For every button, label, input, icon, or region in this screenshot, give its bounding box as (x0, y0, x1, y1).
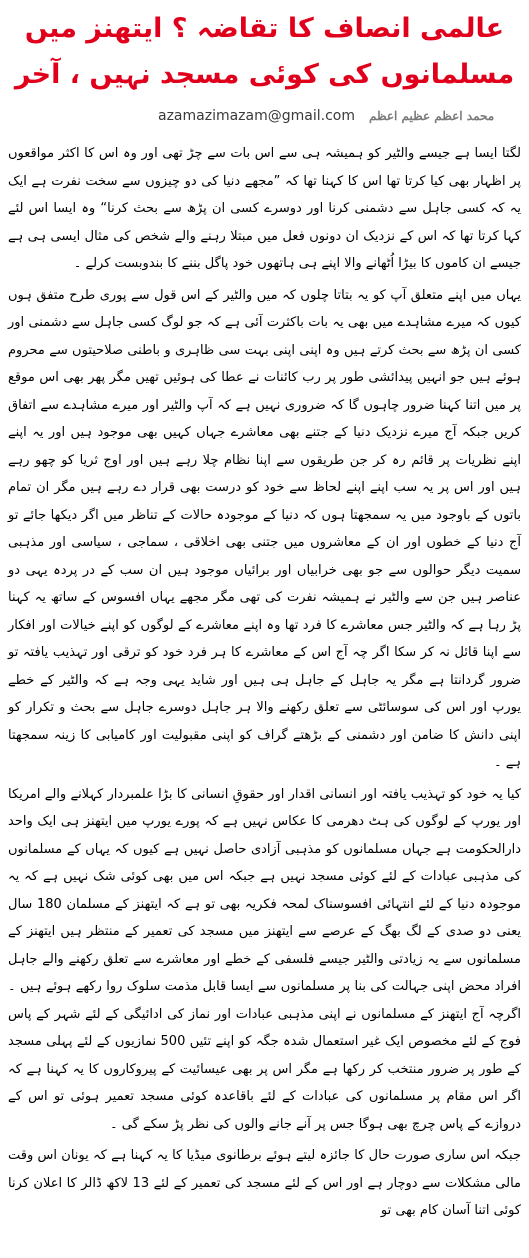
paragraph-1: لگتا ایسا ہے جیسے والٹیر کو ہمیشہ ہی سے اس بات سے چڑ تھی اور وہ اس کا اکثر مواقعوں پر اظہار بھی کیا کرتا تھا اس کا کہنا تھا کہ ”مجھے دنیا کی دو چیزوں سے سخت نفرت ہے ایک یہ کہ کسی جاہل سے دشمنی کرنا اور دوسرے کسی ان پڑھ سے بحث کرنا“ وہ ایسا اس لئے کہا کرتا تھا کہ اس کے نزدیک ان دونوں فعل میں مبتلا رہنے والے شخص کی مثال ایسی ہی ہے جیسے ان کاموں کا بیڑا اُٹھانے والا اپنے ہی ہاتھوں خود پاگل بننے کا بندوبست کرلے ۔ (8, 146, 521, 271)
paragraph-2: یہاں میں اپنے متعلق آپ کو یہ بتاتا چلوں کہ میں والٹیر کے اس قول سے پوری طرح متفق ہوں کیوں کہ میرے مشاہدے میں بھی یہ بات باکثرت آئی ہے کہ جو لوگ کسی جاہل سے دشمنی اور کسی ان پڑھ سے بحث کرتے ہیں وہ اپنی اپنی بہت سی ظاہری و باطنی صلاحیتوں سے محروم ہوئے ہیں جو انہیں پیدائشی طور پر رب کائنات نے عطا کی ہوئیں تھیں مگر پھر بھی اس موقع پر میں اتنا کہنا ضرور چاہوں گا کہ ضروری نہیں ہے کہ آپ والٹیر اور میرے مشاہدے سے اتفاق کریں جبکہ آج میرے نزدیک دنیا کے جتنے بھی معاشرے جہاں کہیں بھی موجود ہیں اور یہ اپنے اپنے نظریات پر قائم رہ کر جن طریقوں سے اپنا نظام چلا رہے ہیں اور اوج ثریا کو چھو رہے ہیں اور اس پر یہ سب اپنے اپنے لحاظ سے خود کو درست بھی قرار دے رہے ہیں مگر ان تمام باتوں کے باوجود میں یہ سمجھتا ہوں کہ دنیا کے موجودہ حالات کے تناظر میں اگر دیکھا جائے تو آج دنیا کے خطوں اور ان کے معاشروں میں جتنی بھی اخلاقی ، سماجی ، سیاسی اور مذہبی سمیت دیگر حوالوں سے جو بھی خرابیاں اور برائیاں موجود ہیں ان سب کے در پردہ یہی دو عناصر ہیں جن سے والٹیر نے ہمیشہ نفرت کی تھی مگر مجھے یہاں افسوس کے ساتھ یہ کہنا پڑ رہا ہے کہ والٹیر جس معاشرے کا فرد تھا وہ اپنے معاشرے کے لوگوں کو اپنے خیالات اور افکار سے اپنا قائل نہ کر سکا اگر چہ آج اس کے معاشرے کا ہر فرد خود کو ترقی اور تہذیب یافتہ تو ضرور گردانتا ہے مگر یہ جاہل کے جاہل ہی ہیں اور شاید یہی وجہ ہے کہ والٹیر کے خطے یورپ اور اس کی سوسائٹی سے تعلق رکھنے والا ہر جاہل دوسرے جاہل سے بحث و تکرار کو اپنی دانش کا ضامن اور دشمنی کے بڑھتے گراف کو اپنی مقبولیت اور کامیابی کا زینہ سمجھتا ہے ۔ (8, 287, 521, 770)
article-body (8, 140, 521, 1225)
paragraph-4: جبکہ اس ساری صورت حال کا جائزہ لیتے ہوئے برطانوی میڈیا کا یہ کہنا ہے کہ یونان اس وقت مالی مشکلات سے دوچار ہے اور اس کے لئے مسجد کی تعمیر کے لئے 13 لاکھ ڈالر کا اعلان کرنا کوئی اتنا آسان کام بھی تو (8, 1148, 521, 1218)
paragraph-3: کیا یہ خود کو تہذیب یافتہ اور انسانی اقدار اور حقوقِ انسانی کا بڑا علمبردار کہلانے والے امریکا اور یورپ کے لوگوں کی ہٹ دھرمی کا عکاس نہیں ہے کہ پورے یورپ میں ایتھنز ہی ایک واحد دارالحکومت ہے جہاں مسلمانوں کو مذہبی آزادی حاصل نہیں ہے کیوں کہ یہاں کے مسلمانوں کی مذہبی عبادات کے لئے کوئی مسجد نہیں ہے جبکہ اس میں بھی کوئی شک نہیں ہے کہ یہ موجودہ دنیا کے لئے انتہائی افسوسناک لمحہ فکریہ بھی تو ہے کہ ایتھنز کے مسلمان 180 سال یعنی دو صدی کے لگ بھگ کے عرصے سے ایتھنز میں مسجد کی تعمیر کے منتظر ہیں ایتھنز کے مسلمانوں سے یہ زیادتی والٹیر جیسے فلسفی کے خطے اور معاشرے سے تعلق رکھنے والے جاہل افراد محض اپنی جہالت کی بنا پر مسلمانوں سے ایسا قابل مذمت سلوک روا رکھے ہوئے ہیں ۔ اگرچہ آج ایتھنز کے مسلمانوں نے اپنی مذہبی عبادات اور نماز کی ادائیگی کے لئے شہر کے پاس فوج کے لئے مخصوص ایک غیر استعمال شدہ جگہ کو اپنے تئیں 500 نمازیوں کے لئے پہلی مسجد کے طور پر ضرور منتخب کر رکھا ہے مگر اس پر بھی عیسائیت کے پیروکاروں کا یہ کہنا ہے کہ اگر اس مقام پر مسلمانوں کی عبادات کے لئے باقاعدہ کوئی مسجد تعمیر ہوئی تو اس کے دروازے کے پاس چرچ بھی ہوگا جس پر آنے جانے والوں کی نظر پڑ سکے گی ۔ (8, 786, 521, 1132)
byline (158, 108, 521, 134)
author-email: azamazimazam@gmail.com (158, 108, 355, 124)
author-name: محمد اعظم عظیم اعظم (368, 109, 495, 123)
headline-line-1: عالمی انصاف کا تقاضہ ؟ ایتھنز میں مسلمانوں کی کوئی مسجد نہیں ، آخر (14, 13, 515, 90)
article-headline (8, 6, 521, 98)
